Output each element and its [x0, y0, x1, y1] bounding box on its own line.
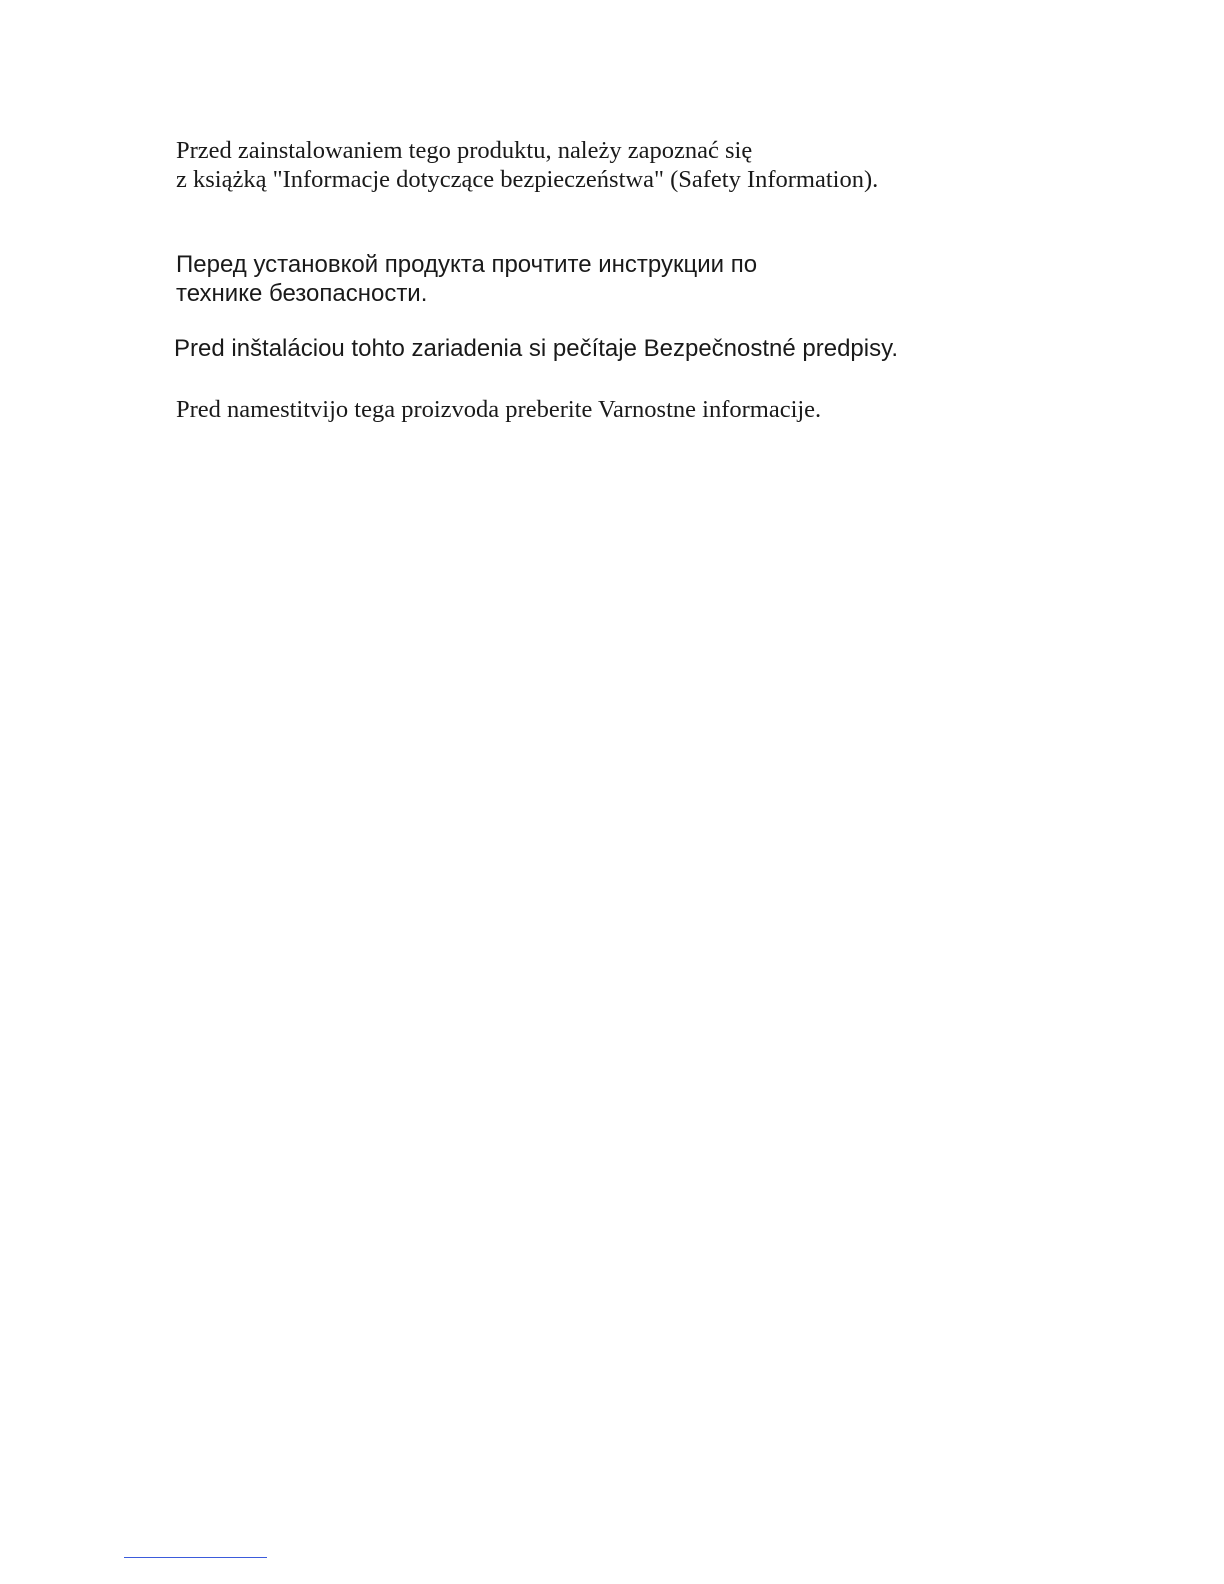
russian-notice-line-2: технике безопасности.	[176, 280, 428, 307]
polish-notice-line-2: z książką "Informacje dotyczące bezpieczeństwa" (Safety Information).	[176, 166, 879, 193]
russian-notice-line-1: Перед установкой продукта прочтите инструкции по	[176, 251, 758, 278]
slovenian-notice	[176, 395, 821, 424]
slovak-notice	[174, 334, 898, 363]
footer-rule	[124, 1557, 267, 1558]
polish-notice-line-1: Przed zainstalowaniem tego produktu, należy zapoznać się	[176, 137, 753, 164]
slovenian-notice-line-1: Pred namestitvijo tega proizvoda preberite Varnostne informacije.	[176, 396, 822, 423]
polish-notice	[176, 136, 878, 194]
russian-notice	[176, 250, 757, 308]
slovak-notice-line-1: Pred inštaláciou tohto zariadenia si pečítaje Bezpečnostné predpisy.	[174, 335, 898, 362]
